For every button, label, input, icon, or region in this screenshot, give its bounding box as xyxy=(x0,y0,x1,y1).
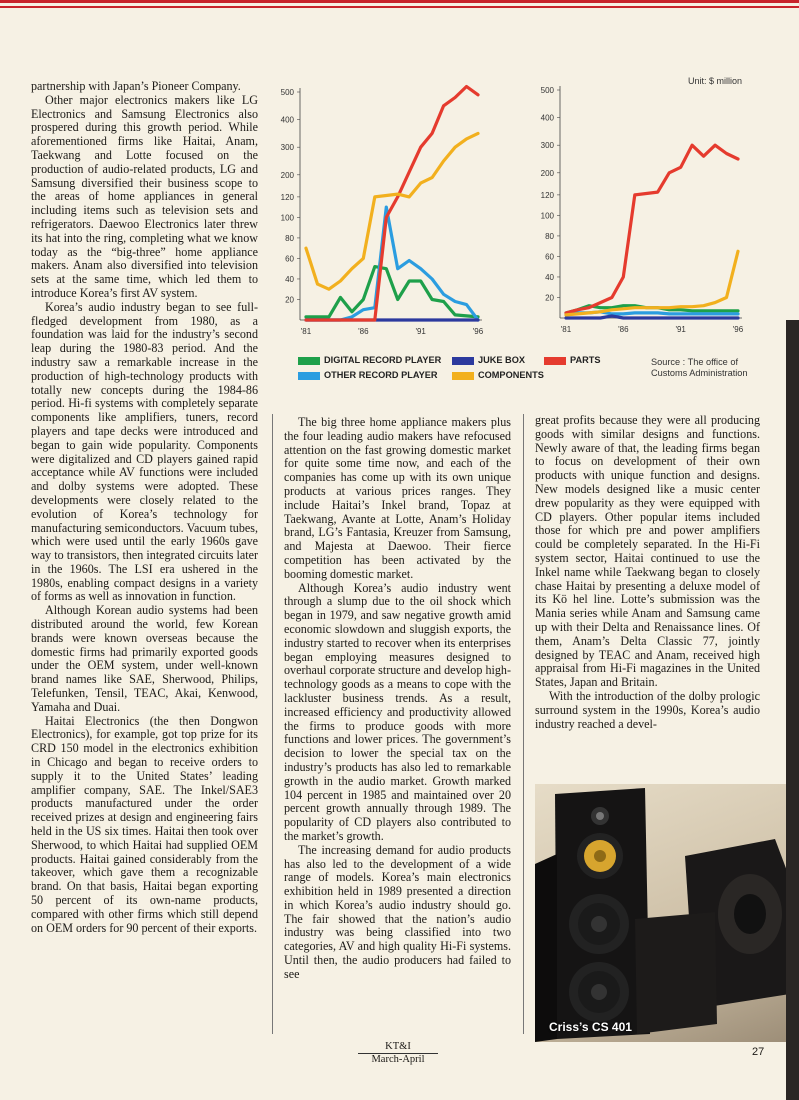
paragraph: With the introduction of the dolby prologic surround system in the 1990s, Korea’s audio industry reached a devel- xyxy=(535,688,760,731)
y-tick-label: 20 xyxy=(285,295,294,305)
chart-left xyxy=(270,84,495,349)
chart-unit-label: Unit: $ million xyxy=(688,76,743,86)
paragraph: Although Korea’s audio industry went through a slump due to the oil shock which began in 1979, and saw negative growth amid economic slowdown and sluggish exports, the industry started to recover when its enterprises began employing measures designed to overhaul corporate structure and develop high-technology goods as a means to cope with the lackluster business trends. As a result, increased efficiency and productivity allowed the firms to produce goods with more functions and lower prices. The government’s decision to lower the special tax on the industry’s products has also led to remarkable growth in the audio market. Growth marked 104 percent in 1985 and maintained over 20 percent growth annually through 1989. The popularity of CD players also contributed to the market’s growth. xyxy=(284,580,511,843)
legend-item xyxy=(452,355,525,365)
chart-legend xyxy=(298,355,638,381)
paragraph: Korea’s audio industry began to see full-fledged development from 1980, as a foundation was laid for the industry’s second leap during the 1980-83 period. And the industry saw a remarkable increase in the production of high-technology products with totally new concepts during the 1984-86 period. Hi-fi systems with completely separate components like amplifiers, tuners, record players and tape decks were introduced and began to gain wide popularity. Components were digitalized and CD players gained rapid acceptance while AV functions were included and dolby systems were adopted. These developments were closely related to the evolution of Korea’s technology for manufacturing semiconductors. Vacuum tubes, which were used until the early 1960s gave way to transistors, then integrated circuits later in the 1960s. The LSI era ushered in the 1980s, enabling compact designs in a variety of forms as well as innovation in function. xyxy=(31,299,258,604)
y-tick-label: 80 xyxy=(545,231,554,241)
legend-swatch xyxy=(452,372,474,380)
y-tick-label: 100 xyxy=(540,211,554,221)
legend-label: DIGITAL RECORD PLAYER xyxy=(324,355,442,365)
series-line xyxy=(566,145,738,313)
paragraph: partnership with Japan’s Pioneer Company. xyxy=(31,79,241,93)
speaker-photo xyxy=(535,784,795,1042)
legend-swatch xyxy=(544,357,566,365)
x-tick-label: '91 xyxy=(415,327,426,336)
series-line xyxy=(306,133,478,289)
y-tick-label: 400 xyxy=(540,113,554,123)
legend-item xyxy=(298,370,438,380)
page-edge xyxy=(786,320,799,1100)
x-tick-label: '81 xyxy=(560,325,572,334)
speaker-illustration xyxy=(535,784,795,1042)
y-tick-label: 300 xyxy=(540,141,554,151)
paragraph: Haitai Electronics (the then Dongwon Electronics), for example, got top prize for its CRD 150 model in the electronics exhibition in Chicago and began to receive orders to supply it to the United States’ leading amplifier company, SAE. The Inkel/SAE3 products manufactured under the order received prizes at design and engineering fairs held in the US six times. Haitai then took over Sherwood, to which Haitai had supplied OEM products. Haitai gained considerably from the takeover, which gave them a recognizable brand. On that basis, Haitai began exporting 50 percent of its own-name products, compared with other firms which still depend on OEM orders for 90 percent of their exports. xyxy=(31,713,258,935)
footer-brand-name: KT&I xyxy=(385,1041,411,1052)
x-tick-label: '91 xyxy=(675,325,686,334)
photo-caption: Criss’s CS 401 xyxy=(549,1020,632,1034)
legend-item xyxy=(452,370,544,380)
footer-brand xyxy=(358,1041,438,1065)
y-tick-label: 400 xyxy=(280,115,294,125)
article-column-1 xyxy=(31,80,258,935)
y-tick-label: 120 xyxy=(280,192,294,202)
article-column-3 xyxy=(535,414,760,731)
paragraph: The big three home appliance makers plus the four leading audio makers have refocused attention on the fast growing domestic market for quite some time now, and each of the companies has come up with its own unique products at various prices ranges. They include Haitai’s Inkel brand, Topaz at Taekwang, Avante at Lotte, Anam’s Holiday brand, LG’s Fantasia, Kreuzer from Samsung, and Majesta at Daewoo. Their fierce competition has been activated by the booming domestic market. xyxy=(284,415,511,581)
article-column-2 xyxy=(284,416,511,982)
column-divider xyxy=(523,414,524,1034)
legend-label: COMPONENTS xyxy=(478,370,544,380)
paragraph: The increasing demand for audio products has also led to the development of a wide range of models. Korea’s main electronics exhibition held in 1989 presented a direction in which Korea’s audio industry should go. The fair showed that the nation’s audio industry was being classified into two categories, AV and high quality Hi-Fi systems. Until then, the audio producers had failed to see xyxy=(284,842,511,981)
series-line xyxy=(306,207,478,320)
legend-label: JUKE BOX xyxy=(478,355,525,365)
chart-source xyxy=(651,357,771,379)
y-tick-label: 60 xyxy=(545,252,554,262)
top-red-rule xyxy=(0,0,799,10)
legend-label: PARTS xyxy=(570,355,601,365)
paragraph: great profits because they were all producing goods with similar designs and functions. Newly aware of that, the leading firms began to focus on development of their own products with unique function and designs. New models designed like a music center drew popularity as they were equipped with CD players. Other popular items included those for which pre and power amplifiers could be completely separated. In the Hi-Fi system sector, Haitai continued to use the Inkel name while Taekwang began to closely chase Haitai by presenting a deluxe model of its Kö hel line. Lotte’s submission was the Mania series while Anam and Samsung came up with their Delta and Renaissance lines. Of them, Anam’s Delta Classic 77, jointly designed by TEAC and Anam, received high appraisal from Hi-Fi magazines in the United States, Japan and Britain. xyxy=(535,413,760,690)
chart-right xyxy=(530,82,755,347)
footer-issue: March-April xyxy=(358,1053,438,1065)
legend-swatch xyxy=(452,357,474,365)
y-tick-label: 20 xyxy=(545,293,554,303)
series-line xyxy=(306,267,478,317)
paragraph: Although Korean audio systems had been distributed around the world, few Korean brands were known overseas because the domestic firms had primarily exported goods under the OEM system, under well-known brand names like SAE, Sherwood, Philips, Telefunken, Tensil, TEAC, Akai, Kenwood, Yamaha and Duai. xyxy=(31,603,258,714)
y-tick-label: 40 xyxy=(545,272,554,282)
series-line xyxy=(566,316,738,318)
x-tick-label: '86 xyxy=(618,325,629,334)
x-tick-label: '96 xyxy=(472,327,484,336)
legend-item xyxy=(544,355,600,365)
x-tick-label: '81 xyxy=(300,327,312,336)
y-tick-label: 40 xyxy=(285,274,294,284)
y-tick-label: 500 xyxy=(280,88,294,97)
y-tick-label: 200 xyxy=(280,170,294,180)
legend-item xyxy=(298,355,441,365)
legend-swatch xyxy=(298,357,320,365)
page-number: 27 xyxy=(752,1046,765,1058)
source-line: Customs Administration xyxy=(651,368,748,378)
y-tick-label: 500 xyxy=(540,86,554,95)
legend-swatch xyxy=(298,372,320,380)
y-tick-label: 100 xyxy=(280,213,294,223)
source-line: Source : The office of xyxy=(651,357,738,367)
column-divider xyxy=(272,414,273,1034)
y-tick-label: 200 xyxy=(540,168,554,178)
y-tick-label: 300 xyxy=(280,143,294,153)
x-tick-label: '86 xyxy=(358,327,369,336)
y-tick-label: 120 xyxy=(540,190,554,200)
y-tick-label: 80 xyxy=(285,233,294,243)
y-tick-label: 60 xyxy=(285,254,294,264)
paragraph: Other major electronics makers like LG Electronics and Samsung Electronics also prospered during this growth period. While aforementioned firms like Haitai, Anam, Taekwang and Lotte focused on the production of audio-related products, LG and Samsung diversified their business scope to the areas of home appliances in general including items such as television sets and refrigerators. Daewoo Electronics later threw its hat into the ring, completing what we know today as the “big-three” home appliance makers. Anam also diversified into television sets at the same time, which led them to introduce Korea’s first AV system. xyxy=(31,92,258,300)
legend-label: OTHER RECORD PLAYER xyxy=(324,370,438,380)
x-tick-label: '96 xyxy=(732,325,744,334)
